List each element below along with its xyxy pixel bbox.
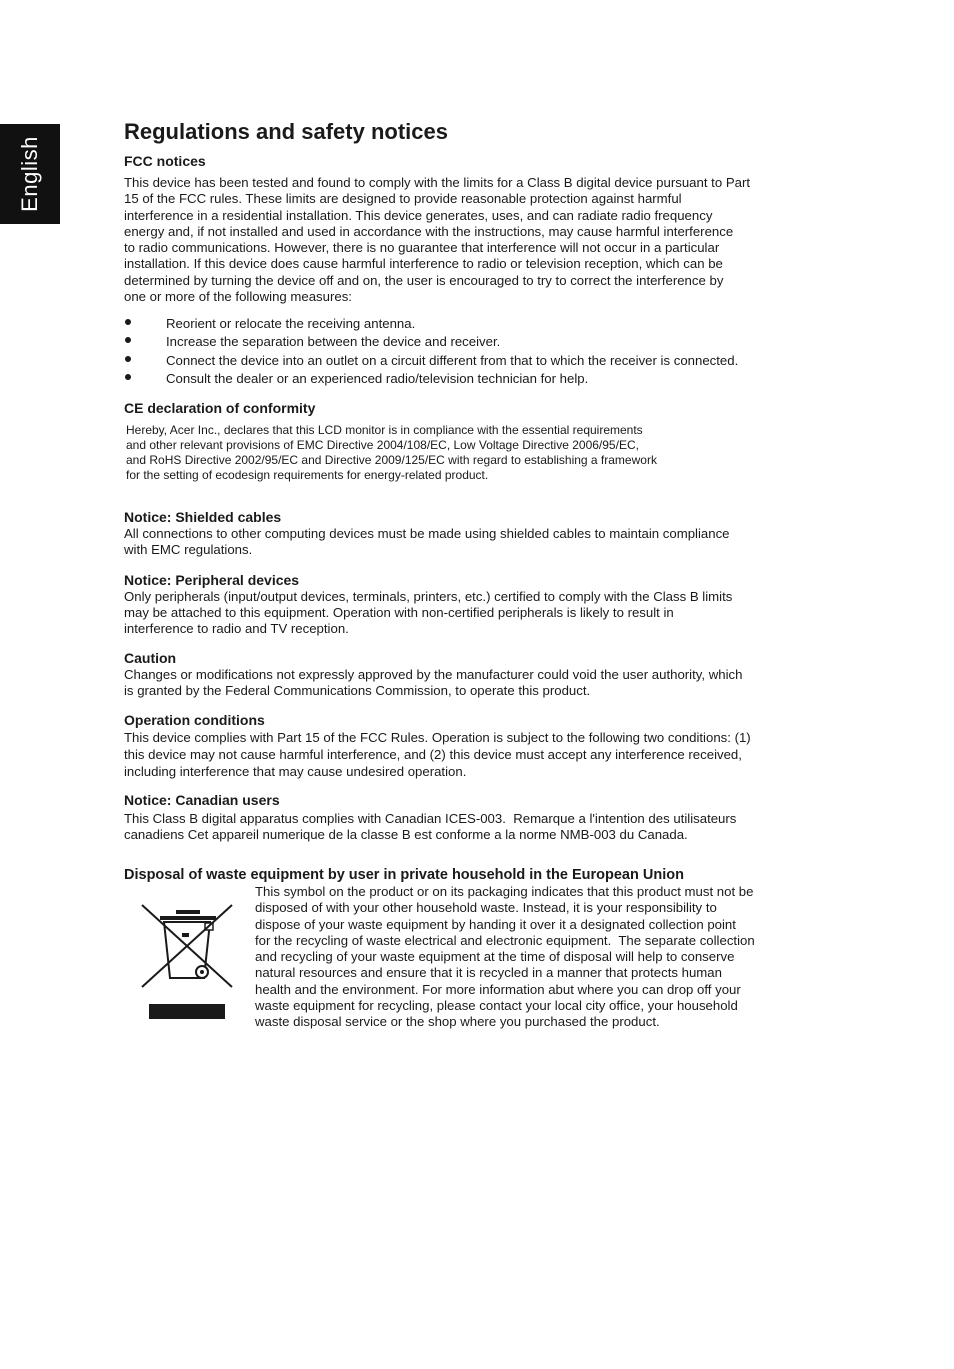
paragraph-line: This Class B digital apparatus complies with Canadian ICES-003. Remarque a l'intention des utilisateurs <box>124 811 737 826</box>
canadian-users-heading: Notice: Canadian users <box>124 792 280 808</box>
shielded-cables-paragraph <box>124 526 730 558</box>
paragraph-line: may be attached to this equipment. Operation with non-certified peripherals is likely to result in <box>124 605 674 620</box>
paragraph-line: for the recycling of waste electrical and electronic equipment. The separate collection <box>255 932 755 948</box>
fcc-measures-list <box>124 315 824 388</box>
paragraph-line: one or more of the following measures: <box>124 289 352 305</box>
fcc-heading: FCC notices <box>124 153 206 169</box>
language-tab-label: English <box>17 136 42 212</box>
paragraph-line: is granted by the Federal Communications Commission, to operate this product. <box>124 683 591 698</box>
paragraph-line: health and the environment. For more information abut where you can drop off your <box>255 981 741 997</box>
disposal-paragraph <box>255 884 755 1030</box>
bullet-icon <box>125 356 131 362</box>
language-tab <box>0 124 60 224</box>
list-item <box>124 333 824 351</box>
paragraph-line: and RoHS Directive 2002/95/EC and Directive 2009/125/EC with regard to establishing a framework <box>126 452 657 467</box>
paragraph-line: Hereby, Acer Inc., declares that this LCD monitor is in compliance with the essential requirements <box>126 422 643 437</box>
list-item <box>124 315 824 333</box>
paragraph-line: canadiens Cet appareil numerique de la classe B est conforme a la norme NMB-003 du Canada. <box>124 827 688 842</box>
crossed-out-wheeled-bin-icon <box>138 900 238 1025</box>
paragraph-line: This device has been tested and found to comply with the limits for a Class B digital device pursuant to Part <box>124 175 751 190</box>
paragraph-line: This symbol on the product or on its packaging indicates that this product must not be <box>255 884 754 899</box>
paragraph-line: disposed of with your other household waste. Instead, it is your responsibility to <box>255 900 717 916</box>
ce-paragraph <box>126 423 657 483</box>
list-item <box>124 352 824 370</box>
canadian-users-paragraph <box>124 811 736 843</box>
paragraph-line: 15 of the FCC rules. These limits are designed to provide reasonable protection against harmful <box>124 191 682 207</box>
paragraph-line: natural resources and ensure that it is recycled in a manner that protects human <box>255 965 722 981</box>
paragraph-line: waste disposal service or the shop where you purchased the product. <box>255 1014 660 1029</box>
paragraph-line: determined by turning the device off and on, the user is encouraged to try to correct the interference by <box>124 272 724 288</box>
operation-conditions-paragraph <box>124 729 751 780</box>
paragraph-line: All connections to other computing devices must be made using shielded cables to maintain compliance <box>124 526 730 541</box>
page-title: Regulations and safety notices <box>124 119 448 144</box>
paragraph-line: interference to radio and TV reception. <box>124 621 349 636</box>
paragraph-line: and recycling of your waste equipment at the time of disposal will help to conserve <box>255 949 735 964</box>
list-item-text: Connect the device into an outlet on a circuit different from that to which the receiver is connected. <box>166 352 739 368</box>
bullet-icon <box>125 337 131 343</box>
paragraph-line: dispose of your waste equipment by handing it over it a designated collection point <box>255 916 736 932</box>
list-item-text: Reorient or relocate the receiving antenna. <box>166 316 416 331</box>
list-item-text: Increase the separation between the device and receiver. <box>166 334 501 350</box>
paragraph-line: This device complies with Part 15 of the FCC Rules. Operation is subject to the following two conditions: (1) <box>124 730 751 745</box>
operation-conditions-heading: Operation conditions <box>124 712 265 728</box>
list-item <box>124 370 824 388</box>
paragraph-line: installation. If this device does cause harmful interference to radio or television reception, which can be <box>124 256 723 272</box>
paragraph-line: Only peripherals (input/output devices, terminals, printers, etc.) certified to comply with the Class B limits <box>124 589 733 604</box>
ce-heading: CE declaration of conformity <box>124 400 316 416</box>
fcc-paragraph <box>124 175 750 305</box>
peripheral-devices-paragraph <box>124 589 732 637</box>
paragraph-line: this device may not cause harmful interference, and (2) this device must accept any interference received, <box>124 747 742 762</box>
shielded-cables-heading: Notice: Shielded cables <box>124 509 282 525</box>
paragraph-line: Changes or modifications not expressly approved by the manufacturer could void the user authority, which <box>124 667 743 682</box>
bullet-icon <box>125 374 131 380</box>
caution-heading: Caution <box>124 650 177 666</box>
paragraph-line: waste equipment for recycling, please contact your local city office, your household <box>255 997 738 1013</box>
paragraph-line: including interference that may cause undesired operation. <box>124 764 467 779</box>
caution-paragraph <box>124 667 742 699</box>
paragraph-line: to radio communications. However, there is no guarantee that interference will not occur in a particular <box>124 240 720 256</box>
list-item-text: Consult the dealer or an experienced radio/television technician for help. <box>166 370 589 386</box>
paragraph-line: with EMC regulations. <box>124 542 253 557</box>
paragraph-line: for the setting of ecodesign requirements for energy-related product. <box>126 467 489 482</box>
disposal-heading: Disposal of waste equipment by user in private household in the European Union <box>124 867 684 883</box>
paragraph-line: and other relevant provisions of EMC Directive 2004/108/EC, Low Voltage Directive 2006/95/EC, <box>126 437 639 452</box>
peripheral-devices-heading: Notice: Peripheral devices <box>124 572 300 588</box>
paragraph-line: energy and, if not installed and used in accordance with the instructions, may cause harmful interference <box>124 223 734 239</box>
paragraph-line: interference in a residential installation. This device generates, uses, and can radiate radio frequency <box>124 207 713 223</box>
bullet-icon <box>125 319 131 325</box>
